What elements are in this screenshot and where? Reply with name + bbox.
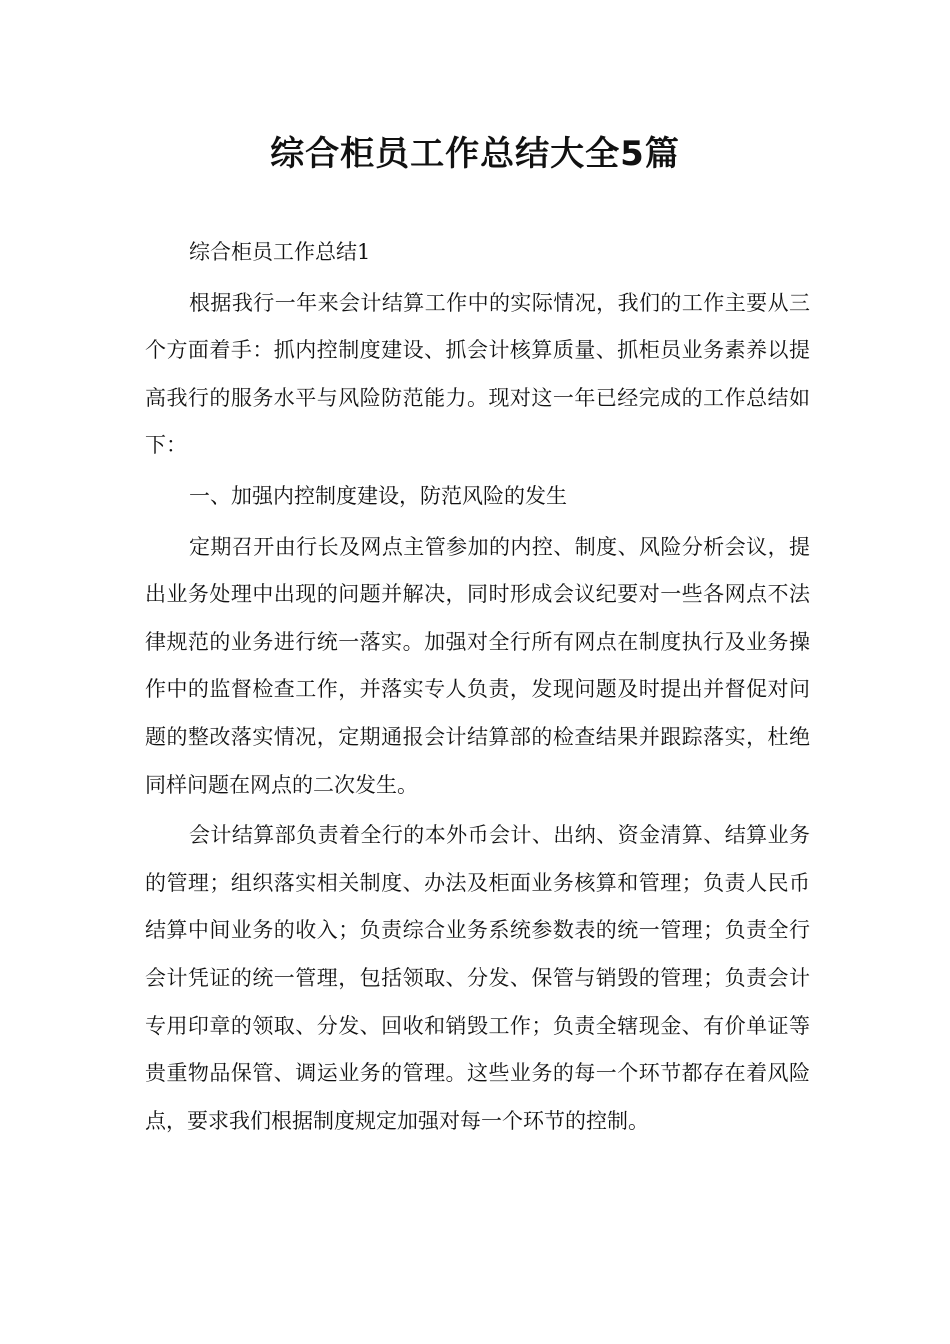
section-heading-1: 综合柜员工作总结1 [189,240,371,264]
paragraph-meetings: 定期召开由行长及网点主管参加的内控、制度、风险分析会议，提出业务处理中出现的问题并解决，同时形成会议纪要对一些各网点不法律规范的业务进行统一落实。加强对全行所有网点在制度执行及业务操作中的监督检查工作，并落实专人负责，发现问题及时提出并督促对问题的整改落实情况，定期通报会计结算部的检查结果并跟踪落实，杜绝同样问题在网点的二次发生。 [145,534,810,797]
paragraph-responsibilities: 会计结算部负责着全行的本外币会计、出纳、资金清算、结算业务的管理；组织落实相关制度、办法及柜面业务核算和管理；负责人民币结算中间业务的收入；负责综合业务系统参数表的统一管理；负责全行会计凭证的统一管理，包括领取、分发、保管与销毁的管理；负责会计专用印章的领取、分发、回收和销毁工作；负责全辖现金、有价单证等贵重物品保管、调运业务的管理。这些业务的每一个环节都存在着风险点，要求我们根据制度规定加强对每一个环节的控制。 [145,823,810,1133]
subheading-internal-control: 一、加强内控制度建设，防范风险的发生 [189,483,567,508]
document-body [145,229,810,1148]
document-title: 综合柜员工作总结大全5篇 [270,134,680,174]
paragraph-intro: 根据我行一年来会计结算工作中的实际情况，我们的工作主要从三个方面着手：抓内控制度建设、抓会计核算质量、抓柜员业务素养以提高我行的服务水平与风险防范能力。现对这一年已经完成的工作总结如下： [145,290,810,458]
